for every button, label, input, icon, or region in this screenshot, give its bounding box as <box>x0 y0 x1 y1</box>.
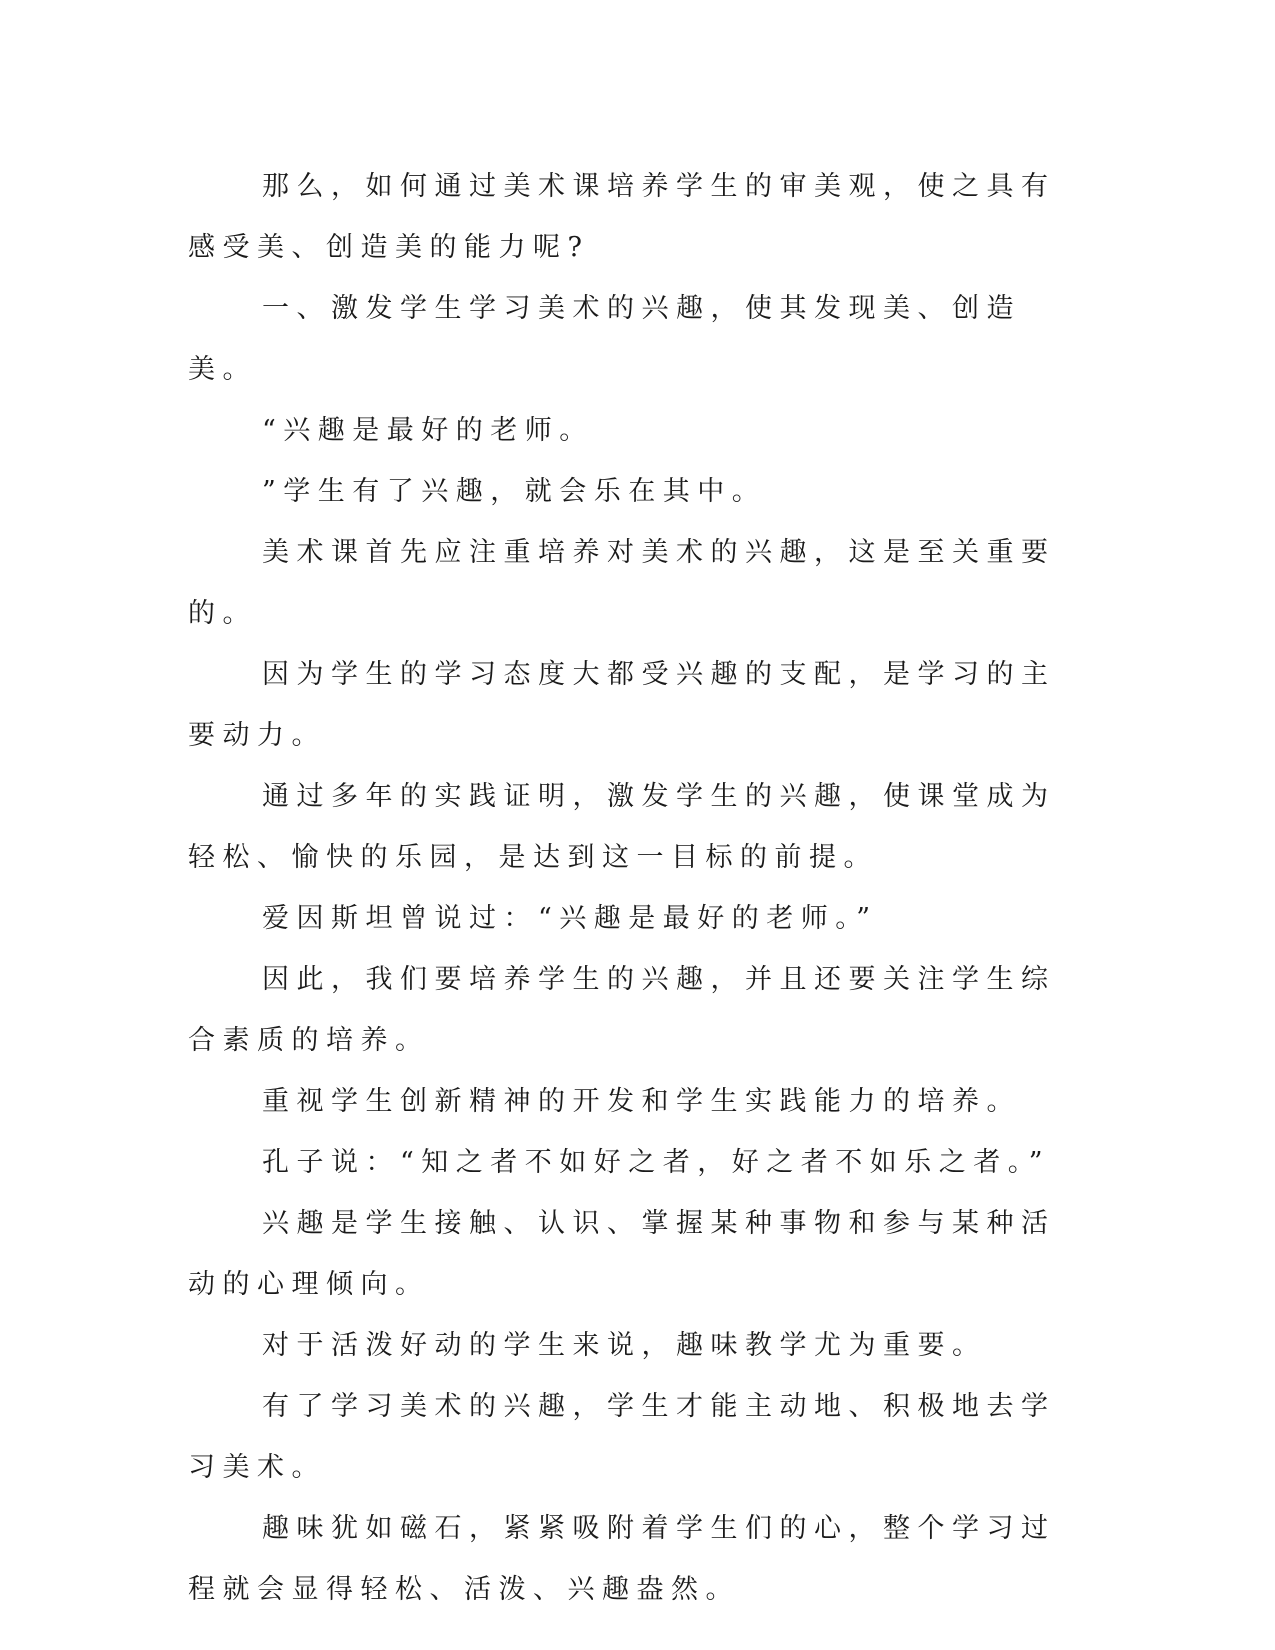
paragraph: 有了学习美术的兴趣，学生才能主动地、积极地去学习美术。 <box>188 1391 1056 1483</box>
section-heading: 一、激发学生学习美术的兴趣，使其发现美、创造美。 <box>188 293 1021 385</box>
paragraph: 美术课首先应注重培养对美术的兴趣，这是至关重要的。 <box>188 537 1056 629</box>
paragraph: 孔子说：“知之者不如好之者，好之者不如乐之者。” <box>262 1147 1051 1178</box>
document-body <box>188 156 1070 1620</box>
paragraph: 那么，如何通过美术课培养学生的审美观，使之具有感受美、创造美的能力呢? <box>188 171 1056 263</box>
paragraph: 通过多年的实践证明，激发学生的兴趣，使课堂成为轻松、愉快的乐园，是达到这一目标的前提。 <box>188 781 1056 873</box>
paragraph: 因此，我们要培养学生的兴趣，并且还要关注学生综合素质的培养。 <box>188 964 1056 1056</box>
paragraph: 爱因斯坦曾说过：“兴趣是最好的老师。” <box>262 903 878 934</box>
paragraph: 兴趣是学生接触、认识、掌握某种事物和参与某种活动的心理倾向。 <box>188 1208 1056 1300</box>
paragraph: 重视学生创新精神的开发和学生实践能力的培养。 <box>262 1086 1021 1117</box>
paragraph: 趣味犹如磁石，紧紧吸附着学生们的心，整个学习过程就会显得轻松、活泼、兴趣盎然。 <box>188 1513 1056 1605</box>
paragraph: 因为学生的学习态度大都受兴趣的支配，是学习的主要动力。 <box>188 659 1056 751</box>
paragraph: “兴趣是最好的老师。 <box>262 415 594 446</box>
paragraph: 对于活泼好动的学生来说，趣味教学尤为重要。 <box>262 1330 987 1361</box>
paragraph: ”学生有了兴趣，就会乐在其中。 <box>262 476 767 507</box>
